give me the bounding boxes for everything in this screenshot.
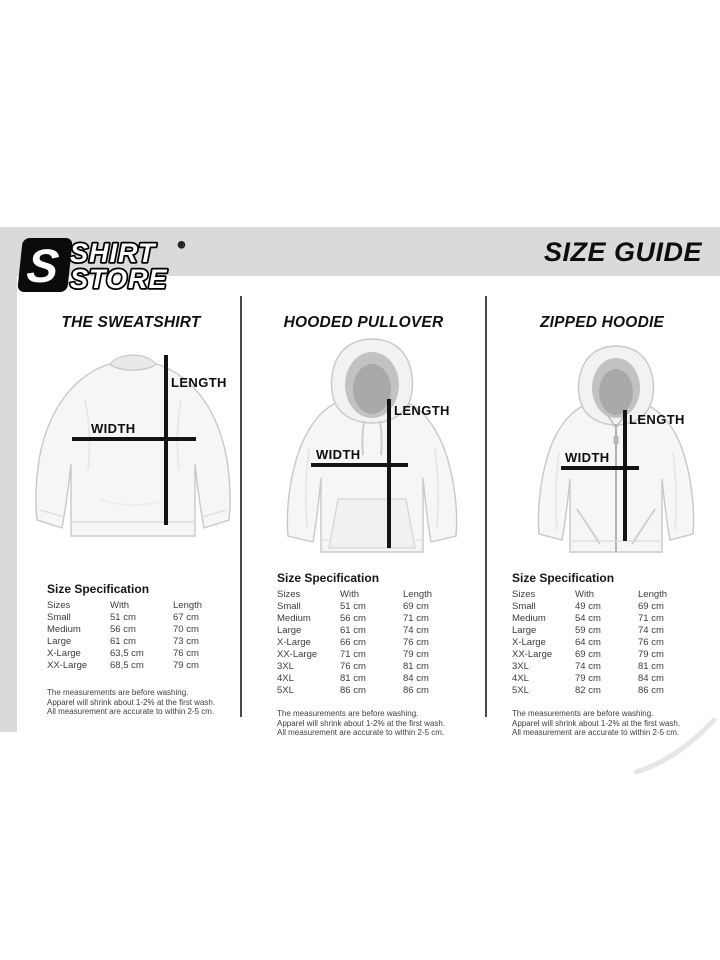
spec-cell: 69 cm <box>638 601 664 612</box>
size-spec-hooded-pullover <box>277 571 473 738</box>
spec-cell: 79 cm <box>638 649 664 660</box>
spec-cell: 79 cm <box>403 649 429 660</box>
spec-cell: 71 cm <box>638 613 664 624</box>
spec-row <box>277 649 473 661</box>
spec-cell: 69 cm <box>575 649 601 660</box>
spec-header-row <box>512 589 704 601</box>
spec-cell: 70 cm <box>173 624 199 635</box>
spec-cell: 51 cm <box>340 601 366 612</box>
spec-row <box>512 661 704 673</box>
spec-row <box>512 685 704 697</box>
spec-cell: Medium <box>512 613 546 624</box>
logo-line2: STORE <box>70 264 168 294</box>
column-title-hooded-pullover: HOODED PULLOVER <box>283 314 444 331</box>
spec-row <box>277 661 473 673</box>
spec-header-cell: With <box>110 600 129 611</box>
spec-table <box>512 589 704 697</box>
length-line <box>623 410 627 541</box>
zipped-hoodie-image <box>528 344 704 568</box>
shirt-store-wordmark <box>66 236 226 298</box>
spec-table <box>277 589 473 697</box>
spec-cell: 76 cm <box>340 661 366 672</box>
spec-cell: 61 cm <box>340 625 366 636</box>
spec-header-cell: Sizes <box>47 600 71 611</box>
width-line <box>311 463 408 467</box>
spec-header-cell: With <box>340 589 359 600</box>
spec-cell: 79 cm <box>173 660 199 671</box>
spec-cell: Large <box>277 625 302 636</box>
spec-row <box>512 601 704 613</box>
spec-cell: XX-Large <box>277 649 318 660</box>
spec-cell: Medium <box>47 624 81 635</box>
spec-cell: 3XL <box>512 661 529 672</box>
spec-cell: 51 cm <box>110 612 136 623</box>
size-spec-sweatshirt <box>47 582 239 717</box>
spec-cell: X-Large <box>47 648 81 659</box>
spec-row <box>47 660 239 672</box>
note-line: Apparel will shrink about 1-2% at the first wash. <box>512 718 681 728</box>
spec-cell: 69 cm <box>403 601 429 612</box>
length-line <box>387 399 391 548</box>
spec-cell: 59 cm <box>575 625 601 636</box>
spec-notes <box>47 688 239 717</box>
spec-cell: 76 cm <box>173 648 199 659</box>
spec-row <box>47 636 239 648</box>
spec-header-row <box>47 600 239 612</box>
column-title-zipped-hoodie: ZIPPED HOODIE <box>539 314 665 331</box>
spec-cell: 63,5 cm <box>110 648 144 659</box>
spec-cell: 81 cm <box>340 673 366 684</box>
spec-row <box>277 613 473 625</box>
width-line <box>561 466 639 470</box>
note-line: Apparel will shrink about 1-2% at the first wash. <box>47 697 216 707</box>
spec-cell: 74 cm <box>575 661 601 672</box>
spec-cell: 56 cm <box>340 613 366 624</box>
length-label: LENGTH <box>394 403 450 418</box>
spec-row <box>512 637 704 649</box>
note-line: The measurements are before washing. <box>47 688 189 697</box>
spec-cell: Small <box>277 601 301 612</box>
spec-cell: 71 cm <box>403 613 429 624</box>
note-line: Apparel will shrink about 1-2% at the first wash. <box>277 718 446 728</box>
left-accent-strip <box>0 276 17 732</box>
spec-row <box>277 601 473 613</box>
spec-cell: Large <box>47 636 72 647</box>
spec-row <box>512 673 704 685</box>
spec-title: Size Specification <box>277 571 380 585</box>
spec-row <box>277 673 473 685</box>
spec-row <box>47 624 239 636</box>
spec-header-row <box>277 589 473 601</box>
note-line: The measurements are before washing. <box>512 709 654 718</box>
spec-cell: 84 cm <box>638 673 664 684</box>
spec-cell: 4XL <box>512 673 529 684</box>
spec-cell: 54 cm <box>575 613 601 624</box>
spec-cell: Small <box>47 612 71 623</box>
registered-mark: ® <box>178 240 186 250</box>
spec-cell: 64 cm <box>575 637 601 648</box>
spec-title: Size Specification <box>47 582 150 596</box>
spec-cell: Medium <box>277 613 311 624</box>
spec-cell: 71 cm <box>340 649 366 660</box>
spec-header-cell: With <box>575 589 594 600</box>
spec-header-cell: Sizes <box>277 589 301 600</box>
spec-cell: 3XL <box>277 661 294 672</box>
spec-cell: 68,5 cm <box>110 660 144 671</box>
spec-cell: 76 cm <box>403 637 429 648</box>
logo-s-letter: S <box>24 238 62 292</box>
spec-cell: XX-Large <box>47 660 88 671</box>
column-title-sweatshirt: THE SWEATSHIRT <box>61 314 201 331</box>
shirt-store-s-icon <box>17 238 73 292</box>
spec-cell: 73 cm <box>173 636 199 647</box>
width-label: WIDTH <box>91 421 136 436</box>
spec-header-cell: Length <box>403 589 433 600</box>
spec-title: Size Specification <box>512 571 615 585</box>
spec-cell: 4XL <box>277 673 294 684</box>
spec-cell: 82 cm <box>575 685 601 696</box>
spec-cell: 79 cm <box>575 673 601 684</box>
spec-cell: 81 cm <box>638 661 664 672</box>
column-divider <box>485 296 487 717</box>
decorative-swoosh <box>618 708 720 780</box>
spec-cell: 86 cm <box>638 685 664 696</box>
spec-row <box>512 649 704 661</box>
logo-line1: SHIRT <box>70 238 156 268</box>
note-line: The measurements are before washing. <box>277 709 419 718</box>
spec-notes <box>277 709 473 738</box>
spec-cell: Small <box>512 601 536 612</box>
note-line: All measurement are accurate to within 2-5 cm. <box>277 728 445 738</box>
spec-cell: 49 cm <box>575 601 601 612</box>
spec-cell: 86 cm <box>340 685 366 696</box>
spec-cell: 67 cm <box>173 612 199 623</box>
spec-header-cell: Length <box>638 589 668 600</box>
spec-row <box>277 625 473 637</box>
column-divider <box>240 296 242 717</box>
spec-cell: 5XL <box>512 685 529 696</box>
spec-cell: X-Large <box>512 637 546 648</box>
spec-row <box>47 648 239 660</box>
spec-cell: Large <box>512 625 537 636</box>
spec-cell: 76 cm <box>638 637 664 648</box>
spec-row <box>277 637 473 649</box>
spec-row <box>277 685 473 697</box>
note-line: All measurement are accurate to within 2-5 cm. <box>512 728 680 738</box>
width-label: WIDTH <box>565 450 610 465</box>
page-title: SIZE GUIDE <box>543 237 702 267</box>
spec-table <box>47 600 239 672</box>
length-label: LENGTH <box>171 375 227 390</box>
spec-cell: X-Large <box>277 637 311 648</box>
spec-header-cell: Sizes <box>512 589 536 600</box>
spec-cell: 86 cm <box>403 685 429 696</box>
width-line <box>72 437 196 441</box>
spec-row <box>47 612 239 624</box>
width-label: WIDTH <box>316 447 361 462</box>
spec-cell: 66 cm <box>340 637 366 648</box>
note-line: All measurement are accurate to within 2-5 cm. <box>47 707 215 717</box>
spec-cell: 56 cm <box>110 624 136 635</box>
spec-row <box>512 625 704 637</box>
spec-row <box>512 613 704 625</box>
length-label: LENGTH <box>629 412 685 427</box>
hooded-pullover-image <box>275 337 468 568</box>
spec-cell: 74 cm <box>638 625 664 636</box>
spec-header-cell: Length <box>173 600 203 611</box>
spec-cell: 81 cm <box>403 661 429 672</box>
spec-cell: 61 cm <box>110 636 136 647</box>
spec-cell: 74 cm <box>403 625 429 636</box>
spec-cell: 5XL <box>277 685 294 696</box>
spec-cell: XX-Large <box>512 649 553 660</box>
spec-cell: 84 cm <box>403 673 429 684</box>
